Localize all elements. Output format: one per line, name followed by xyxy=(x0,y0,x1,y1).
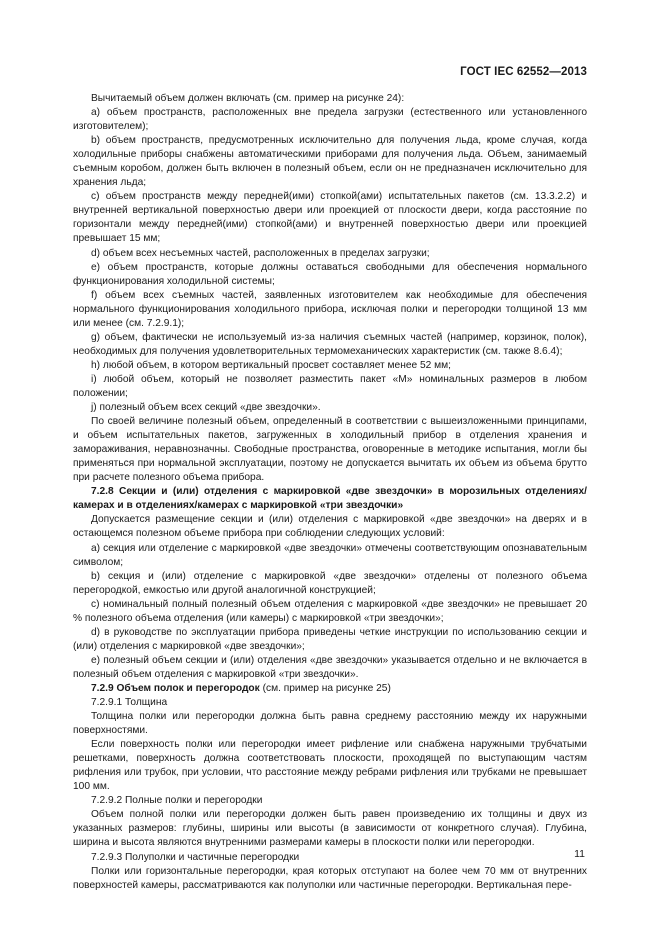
list-item-g: g) объем, фактически не используемый из-за наличия съемных частей (например, корзинок, полок), необходимых для получения удовлетворительных термомеханических характеристик (см. также 8.6.4); xyxy=(73,331,587,357)
list-item-d: d) в руководстве по эксплуатации прибора приведены четкие инструкции по использованию секции и (или) отделения с маркировкой «две звездочки»; xyxy=(73,626,587,652)
section-heading-7-2-8: 7.2.8 Секции и (или) отделения с маркировкой «две звездочки» в морозильных отделениях/камерах и в отделениях/камерах с маркировкой «три звездочки» xyxy=(73,486,587,512)
list-item-e: e) полезный объем секции и (или) отделения «две звездочки» указывается отдельно и не включается в полезный объем отделения с маркировкой «три звездочки». xyxy=(73,654,587,680)
paragraph: Вычитаемый объем должен включать (см. пример на рисунке 24): xyxy=(91,93,405,104)
list-item-c: c) объем пространств между передней(ими) стопкой(ами) испытательных пакетов (см. 13.3.2.2) и внутренней вертикальной поверхностью двери или проекцией от плоскости двери, когда расстояние по горизонтали между передней(ими) стопкой(ами) и внутренней поверхностью двери или проекцией превышает 15 мм; xyxy=(73,191,587,245)
section-heading-bold: 7.2.9 Объем полок и перегородок xyxy=(91,682,260,694)
list-item-a: a) секция или отделение с маркировкой «две звездочки» отмечены соответствующим опознавательным символом; xyxy=(73,542,587,568)
list-item-i: i) любой объем, который не позволяет разместить пакет «М» номинальных размеров в любом положении; xyxy=(73,373,587,399)
subsection-title-7-2-9-1: 7.2.9.1 Толщина xyxy=(91,697,168,709)
list-item-j: j) полезный объем всех секций «две звездочки». xyxy=(91,402,321,414)
subsection-title-7-2-9-2: 7.2.9.2 Полные полки и перегородки xyxy=(91,795,263,807)
paragraph: Полки или горизонтальные перегородки, края которых отступают на более чем 70 мм от внутренних поверхностей камеры, рассматриваются как полуполки или частичные перегородки. Вертикальная пере- xyxy=(73,865,587,891)
list-item-f: f) объем всех съемных частей, заявленных изготовителем как необходимые для обеспечения нормального функционирования холодильного прибора, исключая полки и перегородки толщиной 13 мм или менее (см. 7.2.9.1); xyxy=(73,289,587,329)
list-item-b: b) секция и (или) отделение с маркировкой «две звездочки» отделены от полезного объема перегородкой, емкостью или другой аналогичной конструкцией; xyxy=(73,570,587,596)
list-item-a: a) объем пространств, расположенных вне предела загрузки (естественного или установленного изготовителем); xyxy=(73,107,587,133)
page-number: 11 xyxy=(574,848,585,860)
paragraph: Объем полной полки или перегородки должен быть равен произведению их толщины и двух из указанных размеров: глубины, ширины или высоты (в зависимости от конкретного случая). Глубина, ширина и высота являются внутренними размерами камеры в плоскости полки или перегородки. xyxy=(73,809,587,849)
list-item-c: c) номинальный полный полезный объем отделения с маркировкой «две звездочки» не превышает 20 % полезного объема отделения (или камеры) с маркировкой «три звездочки»; xyxy=(73,598,587,624)
list-item-e: e) объем пространств, которые должны оставаться свободными для обеспечения нормального функционирования холодильной системы; xyxy=(73,261,587,287)
document-header: ГОСТ IEC 62552—2013 xyxy=(460,66,587,78)
section-heading-reference: (см. пример на рисунке 25) xyxy=(259,682,391,694)
paragraph: По своей величине полезный объем, определенный в соответствии с вышеизложенными принципами, и объем испытательных пакетов, загруженных в холодильный прибор в отделения хранения и замораживания, неравнозначны. Свободные пространства, оговоренные в методике испытания, могли бы применяться при нормальной эксплуатации, поэтому не допускается вычитать их объем из объема брутто при расчете полезного объема прибора. xyxy=(73,416,587,484)
list-item-b: b) объем пространств, предусмотренных исключительно для получения льда, кроме случая, когда холодильные приборы снабжены автоматическими приборами для получения льда. Объем, занимаемый съемным коробом, должен быть включен в полезный объем, если он не предназначен исключительно для хранения льда; xyxy=(73,135,587,189)
paragraph: Допускается размещение секции и (или) отделения с маркировкой «две звездочки» на дверях и в остающемся полезном объеме прибора при соблюдении следующих условий: xyxy=(73,514,587,540)
list-item-h: h) любой объем, в котором вертикальный просвет составляет менее 52 мм; xyxy=(91,359,451,371)
subsection-title-7-2-9-3: 7.2.9.3 Полуполки и частичные перегородки xyxy=(91,851,300,863)
section-heading-7-2-9 xyxy=(73,682,587,696)
list-item-d: d) объем всех несъемных частей, расположенных в пределах загрузки; xyxy=(91,247,430,259)
paragraph: Толщина полки или перегородки должна быть равна среднему расстоянию между их наружными поверхностями. xyxy=(73,711,587,737)
document-body xyxy=(73,92,587,893)
paragraph: Если поверхность полки или перегородки имеет рифление или снабжена наружными трубчатыми решетками, поверхность должна соответствовать плоскости, проходящей по выступающим частям рифления или трубок, при условии, что расстояние между ребрами рифления или трубками не превышает 100 мм. xyxy=(73,739,587,793)
